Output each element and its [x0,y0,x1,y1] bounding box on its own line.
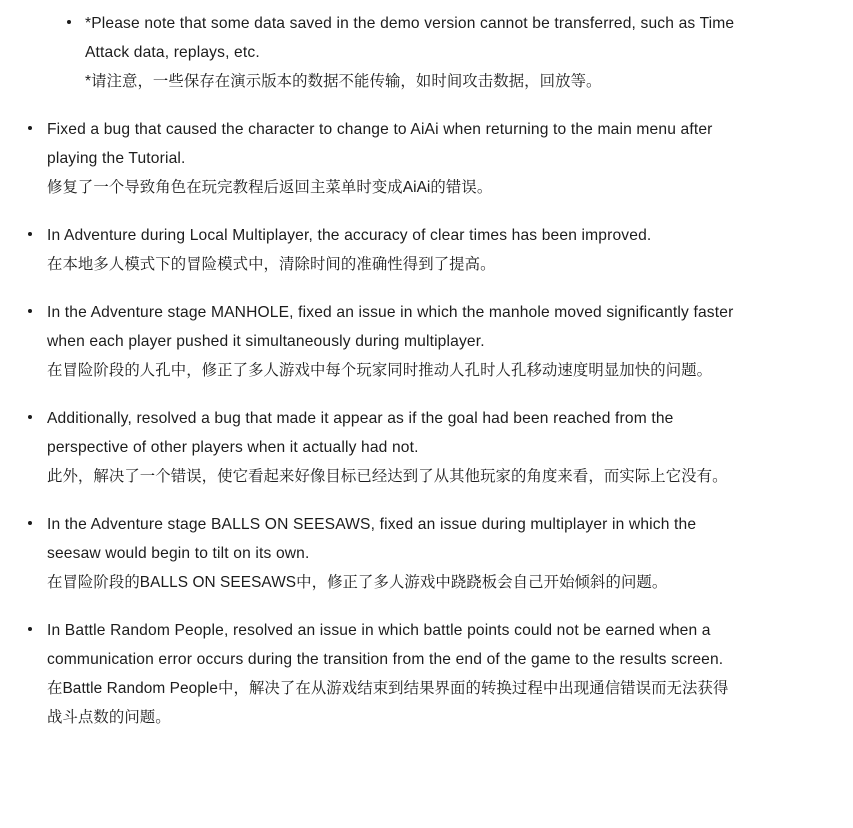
bullet-dot-icon [28,627,32,631]
note-text-zh: 在Battle Random People中，解决了在从游戏结束到结果界面的转换过程中出现通信错误而无法获得战斗点数的问题。 [47,680,729,726]
patch-notes-list [0,115,853,732]
note-text-zh: 在本地多人模式下的冒险模式中，清除时间的准确性得到了提高。 [47,256,496,273]
list-item [0,404,853,491]
note-text-en: Fixed a bug that caused the character to change to AiAi when returning to the main menu after playing the Tutorial. [47,121,713,167]
note-text-en: Additionally, resolved a bug that made it appear as if the goal had been reached from the perspective of other players when it actually had not. [47,410,674,456]
bullet-dot-icon [28,521,32,525]
note-text-zh: 此外，解决了一个错误，使它看起来好像目标已经达到了从其他玩家的角度来看，而实际上它没有。 [47,468,728,485]
note-text-en: In the Adventure stage MANHOLE, fixed an issue in which the manhole moved significantly faster when each player pushed it simultaneously during multiplayer. [47,304,734,350]
nested-notes-list [0,9,853,96]
bullet-dot-icon [28,126,32,130]
note-text-zh: 修复了一个导致角色在玩完教程后返回主菜单时变成AiAi的错误。 [47,179,493,196]
bullet-dot-icon [28,232,32,236]
list-item [0,115,853,202]
list-item [0,510,853,597]
note-text-zh: 在冒险阶段的BALLS ON SEESAWS中，修正了多人游戏中跷跷板会自己开始倾斜的问题。 [47,574,668,591]
list-item [0,298,853,385]
bullet-dot-icon [28,309,32,313]
list-item [0,221,853,279]
bullet-dot-icon [67,20,71,24]
list-item [0,616,853,732]
note-text-en: *Please note that some data saved in the demo version cannot be transferred, such as Time Attack data, replays, etc. [85,15,735,61]
note-text-zh: 在冒险阶段的人孔中，修正了多人游戏中每个玩家同时推动人孔时人孔移动速度明显加快的问题。 [47,362,713,379]
list-item [0,9,853,96]
note-text-en: In the Adventure stage BALLS ON SEESAWS, fixed an issue during multiplayer in which the seesaw would begin to tilt on its own. [47,516,697,562]
note-text-en: In Battle Random People, resolved an issue in which battle points could not be earned when a communication error occurs during the transition from the end of the game to the results screen. [47,622,724,668]
bullet-dot-icon [28,415,32,419]
note-text-en: In Adventure during Local Multiplayer, the accuracy of clear times has been improved. [47,227,652,244]
note-text-zh: *请注意，一些保存在演示版本的数据不能传输，如时间攻击数据，回放等。 [85,73,602,90]
